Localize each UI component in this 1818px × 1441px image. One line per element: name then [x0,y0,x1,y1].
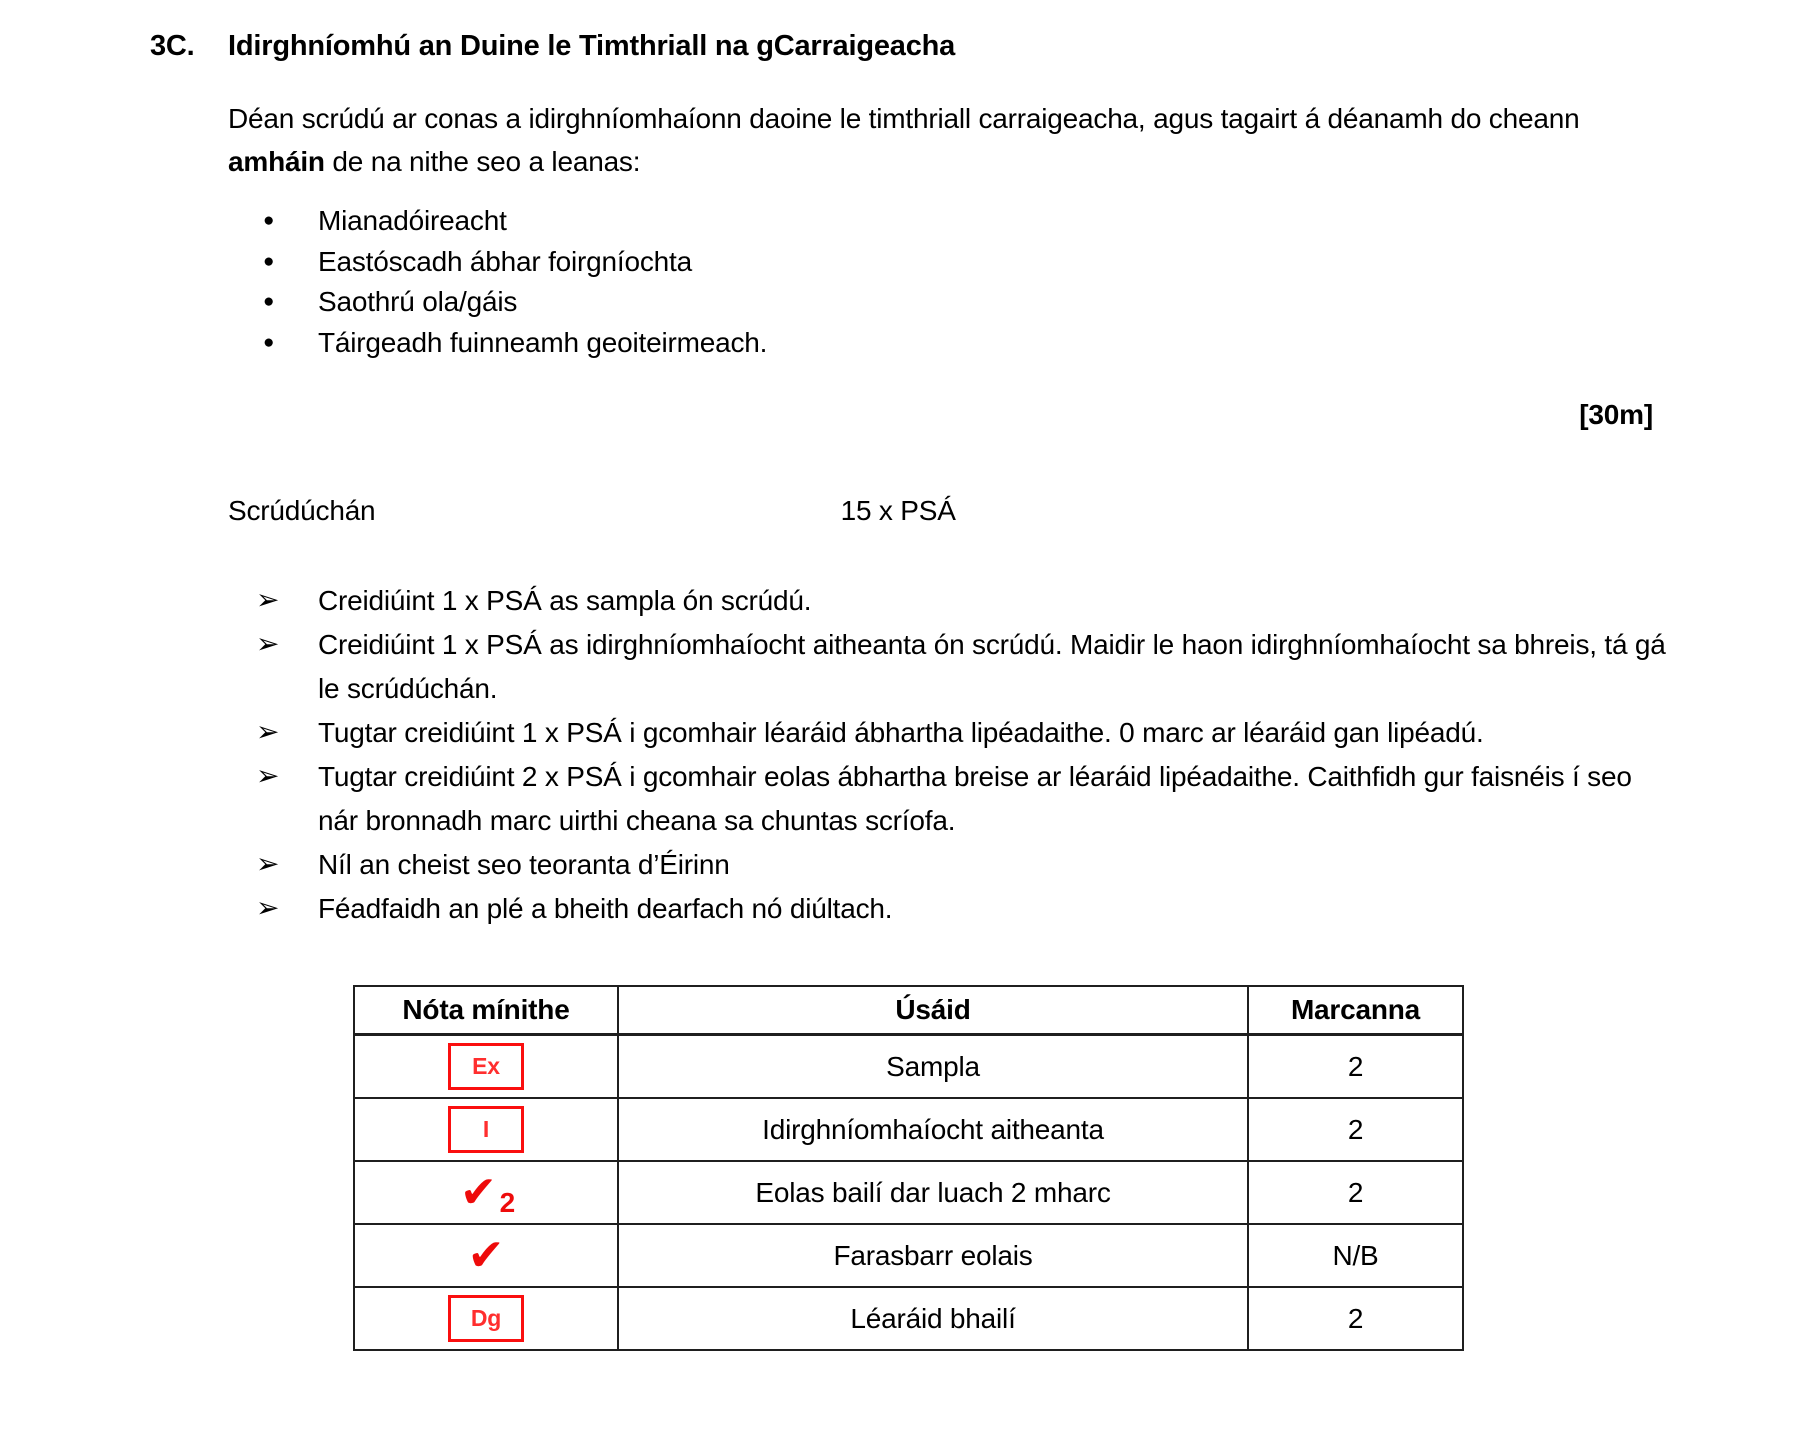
dg-code-box-icon: Dg [448,1295,524,1342]
table-header-row [354,986,1463,1035]
intro-paragraph [228,97,1638,183]
table-row [354,1287,1463,1350]
topic-label: Eastóscadh ábhar foirgníochta [318,245,693,277]
symbol-cell [354,1161,618,1224]
usage-cell: Farasbarr eolais [618,1224,1248,1287]
section-heading [150,0,1818,63]
arrow-bullet-icon: ➢ [256,584,280,615]
arrow-bullet-icon: ➢ [256,848,280,879]
checkmark-subscript: 2 [499,1186,516,1218]
bullet-icon: ● [263,250,275,272]
exam-label: Scrúdúchán [228,495,376,526]
intro-bold-word: amháin [228,146,325,177]
symbol-cell [354,1035,618,1099]
page-title: Idirghníomhú an Duine le Timthriall na gCarraigeacha [228,30,956,62]
table-row [354,1035,1463,1099]
arrow-bullet-icon: ➢ [256,892,280,923]
topic-item [0,242,1818,283]
table-row [354,1161,1463,1224]
table-row [354,1224,1463,1287]
ex-code-box-icon: Ex [448,1043,524,1090]
usage-cell: Sampla [618,1035,1248,1099]
arrow-bullet-icon: ➢ [256,716,280,747]
marks-total: [30m] [1579,399,1653,430]
bullet-icon: ● [263,291,275,312]
guideline-item [0,623,1678,711]
exam-value: 15 x PSÁ [840,495,956,526]
symbol-cell [354,1287,618,1350]
symbol-cell [354,1098,618,1161]
guideline-item [0,579,1678,623]
topic-item [0,201,1818,242]
topic-list [0,201,1818,363]
topic-label: Saothrú ola/gáis [318,286,518,317]
i-code-box-icon: I [448,1106,524,1153]
guideline-text: Creidiúint 1 x PSÁ as sampla ón scrúdú. [318,585,812,616]
guideline-text: Creidiúint 1 x PSÁ as idirghníomhaíocht aitheanta ón scrúdú. Maidir le haon idirghníomhaíocht sa bhreis, tá gá le scrúdúchán. [318,629,1666,704]
guideline-list [0,579,1818,931]
guideline-item [0,843,1678,887]
arrow-bullet-icon: ➢ [256,760,280,791]
intro-text-start: Déan scrúdú ar conas a idirghníomhaíonn daoine le timthriall carraigeacha, agus tagairt á déanamh do cheann [228,103,1580,134]
bullet-icon: ● [263,331,275,353]
header-nota-minithe: Nóta mínithe [354,986,618,1035]
guideline-item [0,755,1678,843]
topic-item [0,323,1818,364]
guideline-item [0,711,1678,755]
marking-table [353,985,1464,1351]
topic-label: Mianadóireacht [318,205,507,236]
topic-label: Táirgeadh fuinneamh geoiteirmeach. [318,326,768,358]
marks-cell: 2 [1248,1287,1463,1350]
exam-row [228,495,1818,527]
header-marcanna: Marcanna [1248,986,1463,1035]
section-number: 3C. [150,30,195,62]
guideline-text: Níl an cheist seo teoranta d’Éirinn [318,849,730,880]
usage-cell: Léaráid bhailí [618,1287,1248,1350]
symbol-cell [354,1224,618,1287]
intro-text-end: de na nithe seo a leanas: [324,146,641,177]
arrow-bullet-icon: ➢ [256,628,280,659]
guideline-item [0,887,1678,931]
marks-cell: 2 [1248,1161,1463,1224]
usage-cell: Eolas bailí dar luach 2 mharc [618,1161,1248,1224]
marking-table-body [354,1035,1463,1351]
usage-cell: Idirghníomhaíocht aitheanta [618,1098,1248,1161]
checkmark-icon: ✔ [467,1230,505,1280]
marks-cell: 2 [1248,1035,1463,1099]
marks-cell: 2 [1248,1098,1463,1161]
checkmark-icon: ✔ [459,1167,497,1217]
marks-cell: N/B [1248,1224,1463,1287]
bullet-icon: ● [263,210,275,231]
table-row [354,1098,1463,1161]
guideline-text: Féadfaidh an plé a bheith dearfach nó diúltach. [318,893,893,924]
guideline-text: Tugtar creidiúint 1 x PSÁ i gcomhair léaráid ábhartha lipéadaithe. 0 marc ar léaráid gan lipéadú. [318,717,1484,748]
topic-item [0,282,1818,323]
header-usaid: Úsáid [618,986,1248,1035]
guideline-text: Tugtar creidiúint 2 x PSÁ i gcomhair eolas ábhartha breise ar léaráid lipéadaithe. Caithfidh gur faisnéis í seo nár bronnadh marc uirthi cheana sa chuntas scríofa. [318,761,1632,836]
